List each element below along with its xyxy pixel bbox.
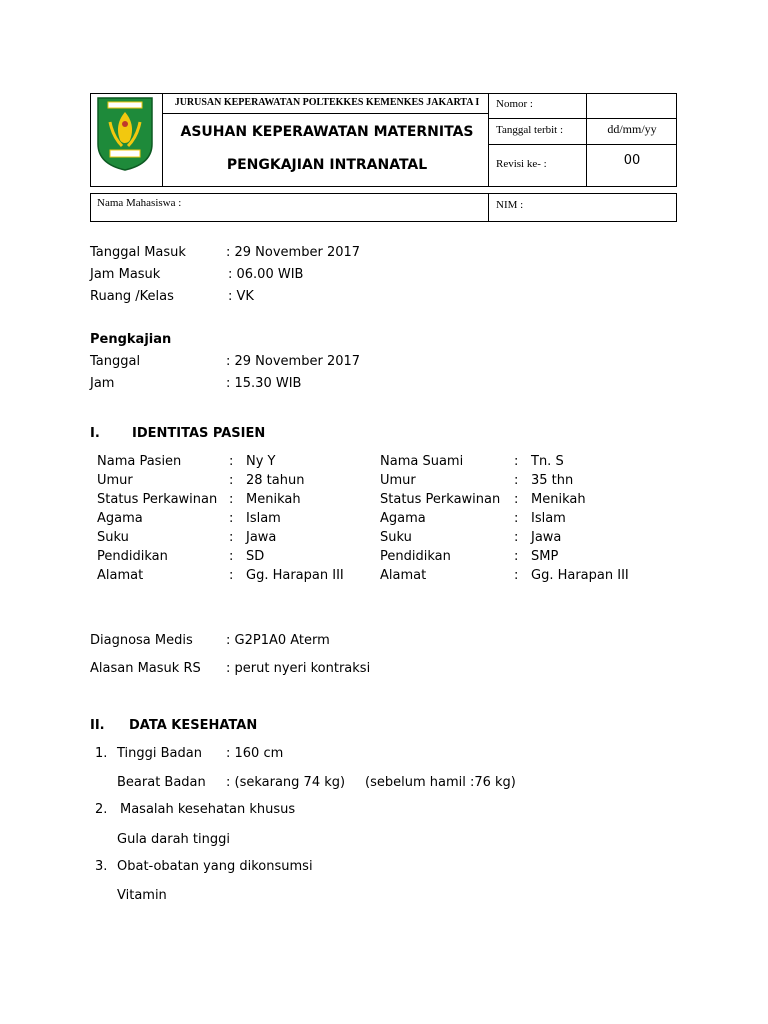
tinggi-badan-value: : 160 cm: [226, 746, 284, 761]
spouse-field-label: Alamat: [380, 568, 427, 583]
masalah-kesehatan-value: Gula darah tinggi: [117, 832, 230, 847]
admission-label: Ruang /Kelas: [90, 289, 174, 304]
patient-field-value: SD: [246, 549, 265, 564]
spouse-field-value: Islam: [531, 511, 566, 526]
colon: :: [229, 511, 234, 526]
spouse-field-label: Suku: [380, 530, 412, 545]
colon: :: [514, 492, 519, 507]
spouse-field-label: Nama Suami: [380, 454, 464, 469]
section-title: IDENTITAS PASIEN: [132, 426, 266, 441]
patient-field-value: Gg. Harapan III: [246, 568, 344, 583]
diagnosis-value: : perut nyeri kontraksi: [226, 661, 371, 676]
pengkajian-value: : 15.30 WIB: [226, 376, 302, 391]
pengkajian-label: Tanggal: [90, 354, 141, 369]
tanggal-terbit-value: dd/mm/yy: [607, 122, 657, 136]
patient-field-label: Status Perkawinan: [97, 492, 218, 507]
divider: [162, 93, 163, 187]
colon: :: [229, 492, 234, 507]
spouse-field-value: Jawa: [531, 530, 562, 545]
colon: :: [229, 549, 234, 564]
revisi-label: Revisi ke- :: [496, 158, 547, 170]
nomor-label: Nomor :: [496, 98, 533, 110]
colon: :: [229, 473, 234, 488]
divider: [488, 193, 489, 222]
colon: :: [229, 530, 234, 545]
masalah-kesehatan-label: Masalah kesehatan khusus: [120, 802, 296, 817]
berat-sebelum-hamil: (sebelum hamil :76 kg): [365, 775, 516, 790]
pengkajian-label: Jam: [90, 376, 115, 391]
pengkajian-heading: Pengkajian: [90, 332, 172, 347]
divider: [488, 144, 677, 145]
institution-name: JURUSAN KEPERAWATAN POLTEKKES KEMENKES JAKARTA I: [174, 97, 480, 108]
patient-field-label: Nama Pasien: [97, 454, 182, 469]
tanggal-terbit-label: Tanggal terbit :: [496, 124, 564, 136]
spouse-field-label: Pendidikan: [380, 549, 451, 564]
patient-field-label: Umur: [97, 473, 133, 488]
patient-field-label: Agama: [97, 511, 143, 526]
divider: [586, 93, 587, 187]
divider: [488, 93, 489, 187]
spouse-field-label: Status Perkawinan: [380, 492, 501, 507]
section-number: II.: [90, 718, 105, 733]
spouse-field-value: Gg. Harapan III: [531, 568, 629, 583]
patient-field-value: 28 tahun: [246, 473, 305, 488]
patient-field-label: Suku: [97, 530, 129, 545]
nama-mahasiswa-label: Nama Mahasiswa :: [97, 197, 182, 209]
institution-logo: [96, 96, 154, 172]
page-title: ASUHAN KEPERAWATAN MATERNITAS: [180, 124, 474, 140]
patient-field-value: Ny Y: [246, 454, 276, 469]
patient-field-label: Pendidikan: [97, 549, 168, 564]
colon: :: [229, 454, 234, 469]
patient-field-label: Alamat: [97, 568, 144, 583]
item-number: 2.: [95, 802, 108, 817]
nim-label: NIM :: [496, 199, 524, 211]
colon: :: [514, 454, 519, 469]
berat-badan-value: : (sekarang 74 kg): [226, 775, 346, 790]
colon: :: [514, 549, 519, 564]
colon: :: [514, 511, 519, 526]
pengkajian-value: : 29 November 2017: [226, 354, 361, 369]
spouse-field-value: 35 thn: [531, 473, 574, 488]
page-subtitle: PENGKAJIAN INTRANATAL: [226, 157, 428, 173]
spouse-field-label: Agama: [380, 511, 426, 526]
admission-value: : 06.00 WIB: [228, 267, 304, 282]
spouse-field-label: Umur: [380, 473, 416, 488]
diagnosis-value: : G2P1A0 Aterm: [226, 633, 330, 648]
patient-field-value: Islam: [246, 511, 281, 526]
colon: :: [514, 473, 519, 488]
tinggi-badan-label: Tinggi Badan: [117, 746, 202, 761]
diagnosis-label: Alasan Masuk RS: [90, 661, 201, 676]
admission-label: Tanggal Masuk: [90, 245, 186, 260]
colon: :: [514, 568, 519, 583]
logo-shield-icon: [96, 96, 154, 172]
obat-value: Vitamin: [117, 888, 167, 903]
diagnosis-label: Diagnosa Medis: [90, 633, 193, 648]
patient-field-value: Menikah: [246, 492, 301, 507]
spouse-field-value: Menikah: [531, 492, 586, 507]
spouse-field-value: SMP: [531, 549, 559, 564]
berat-badan-label: Bearat Badan: [117, 775, 206, 790]
item-number: 1.: [95, 746, 108, 761]
section-title: DATA KESEHATAN: [129, 718, 258, 733]
revisi-value: 00: [623, 153, 641, 168]
divider: [162, 113, 488, 114]
admission-value: : 29 November 2017: [226, 245, 361, 260]
divider: [488, 118, 677, 119]
item-number: 3.: [95, 859, 108, 874]
patient-field-value: Jawa: [246, 530, 277, 545]
admission-value: : VK: [228, 289, 254, 304]
colon: :: [514, 530, 519, 545]
colon: :: [229, 568, 234, 583]
spouse-field-value: Tn. S: [531, 454, 564, 469]
admission-label: Jam Masuk: [90, 267, 161, 282]
section-number: I.: [90, 426, 100, 441]
obat-label: Obat-obatan yang dikonsumsi: [117, 859, 313, 874]
